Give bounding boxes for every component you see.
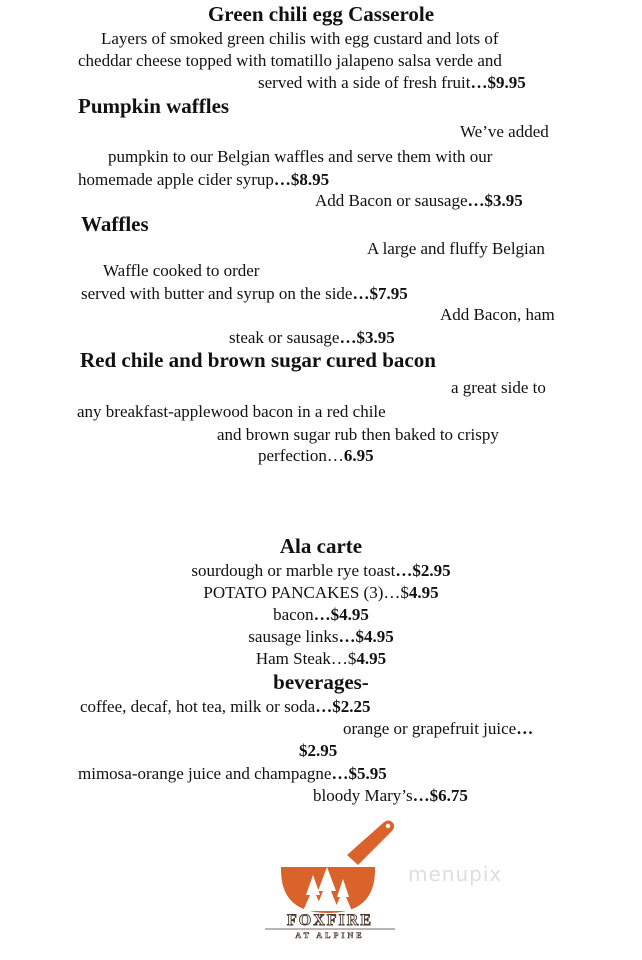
waffles-price: …$7.95 (352, 284, 408, 303)
bloody-mary-price: …$6.75 (412, 786, 468, 805)
item-title-green-chili: Green chili egg Casserole (207, 2, 435, 26)
waffles-desc-3: served with butter and syrup on the side…$7.95 (81, 284, 408, 303)
logo-sub-text: AT ALPINE (295, 931, 365, 940)
item-title-pumpkin-waffles: Pumpkin waffles (78, 94, 230, 118)
pumpkin-desc-3: homemade apple cider syrup…$8.95 (78, 170, 330, 189)
bacon-desc-2: any breakfast-applewood bacon in a red chile (77, 402, 386, 421)
juice-ellipsis: … (516, 719, 534, 738)
bev-bloody-mary: bloody Mary’s…$6.75 (313, 786, 468, 805)
pumpkin-desc-1: We’ve added (460, 122, 549, 141)
section-title-ala-carte: Ala carte (279, 534, 363, 558)
ala-carte-sausage: sausage links…$4.95 (248, 627, 394, 646)
bev-coffee: coffee, decaf, hot tea, milk or soda…$2.25 (80, 697, 371, 716)
sausage-price: …$4.95 (338, 627, 394, 646)
section-title-beverages: beverages- (273, 670, 369, 694)
waffles-addon-price: …$3.95 (339, 328, 395, 347)
bev-juice: orange or grapefruit juice… (343, 719, 534, 738)
logo-brand-text: FOXFIRE (287, 912, 373, 929)
bev-juice-price: $2.95 (299, 741, 338, 760)
item-title-waffles: Waffles (81, 212, 149, 236)
pumpkin-addon: Add Bacon or sausage…$3.95 (315, 191, 523, 210)
item-title-red-chile-bacon: Red chile and brown sugar cured bacon (80, 348, 436, 372)
ala-carte-potato-pancakes: POTATO PANCAKES (3)…$4.95 (203, 583, 439, 602)
toast-price: …$2.95 (395, 561, 451, 580)
bacon-side-price: …$4.95 (313, 605, 369, 624)
coffee-price: …$2.25 (315, 697, 371, 716)
potato-price: 4.95 (408, 583, 439, 602)
ala-carte-toast: sourdough or marble rye toast…$2.95 (191, 561, 451, 580)
green-chili-desc-3: served with a side of fresh fruit…$9.95 (258, 73, 526, 92)
ala-carte-ham: Ham Steak…$4.95 (255, 649, 387, 668)
green-chili-desc-2: cheddar cheese topped with tomatillo jalapeno salsa verde and (78, 51, 502, 70)
bacon-desc-4: perfection…6.95 (258, 446, 374, 465)
green-chili-desc-1: Layers of smoked green chilis with egg custard and lots of (101, 29, 499, 48)
waffles-desc-2: Waffle cooked to order (103, 261, 260, 280)
bev-mimosa: mimosa-orange juice and champagne…$5.95 (78, 764, 387, 783)
bacon-desc-3: and brown sugar rub then baked to crispy (217, 425, 499, 444)
ham-price: 4.95 (356, 649, 387, 668)
pumpkin-price: …$8.95 (273, 170, 330, 189)
green-chili-price: …$9.95 (470, 73, 526, 92)
bacon-desc-1: a great side to (451, 378, 546, 397)
mimosa-price: …$5.95 (331, 764, 387, 783)
pumpkin-desc-2: pumpkin to our Belgian waffles and serve them with our (108, 147, 493, 166)
waffles-addon-1: Add Bacon, ham (440, 305, 555, 324)
bacon-price: 6.95 (343, 446, 374, 465)
waffles-desc-1: A large and fluffy Belgian (367, 239, 545, 258)
ala-carte-bacon: bacon…$4.95 (273, 605, 369, 624)
pumpkin-addon-price: …$3.95 (467, 191, 523, 210)
menupix-watermark: menupix (408, 862, 503, 886)
foxfire-logo (255, 815, 405, 940)
waffles-addon-2: steak or sausage…$3.95 (229, 328, 395, 347)
